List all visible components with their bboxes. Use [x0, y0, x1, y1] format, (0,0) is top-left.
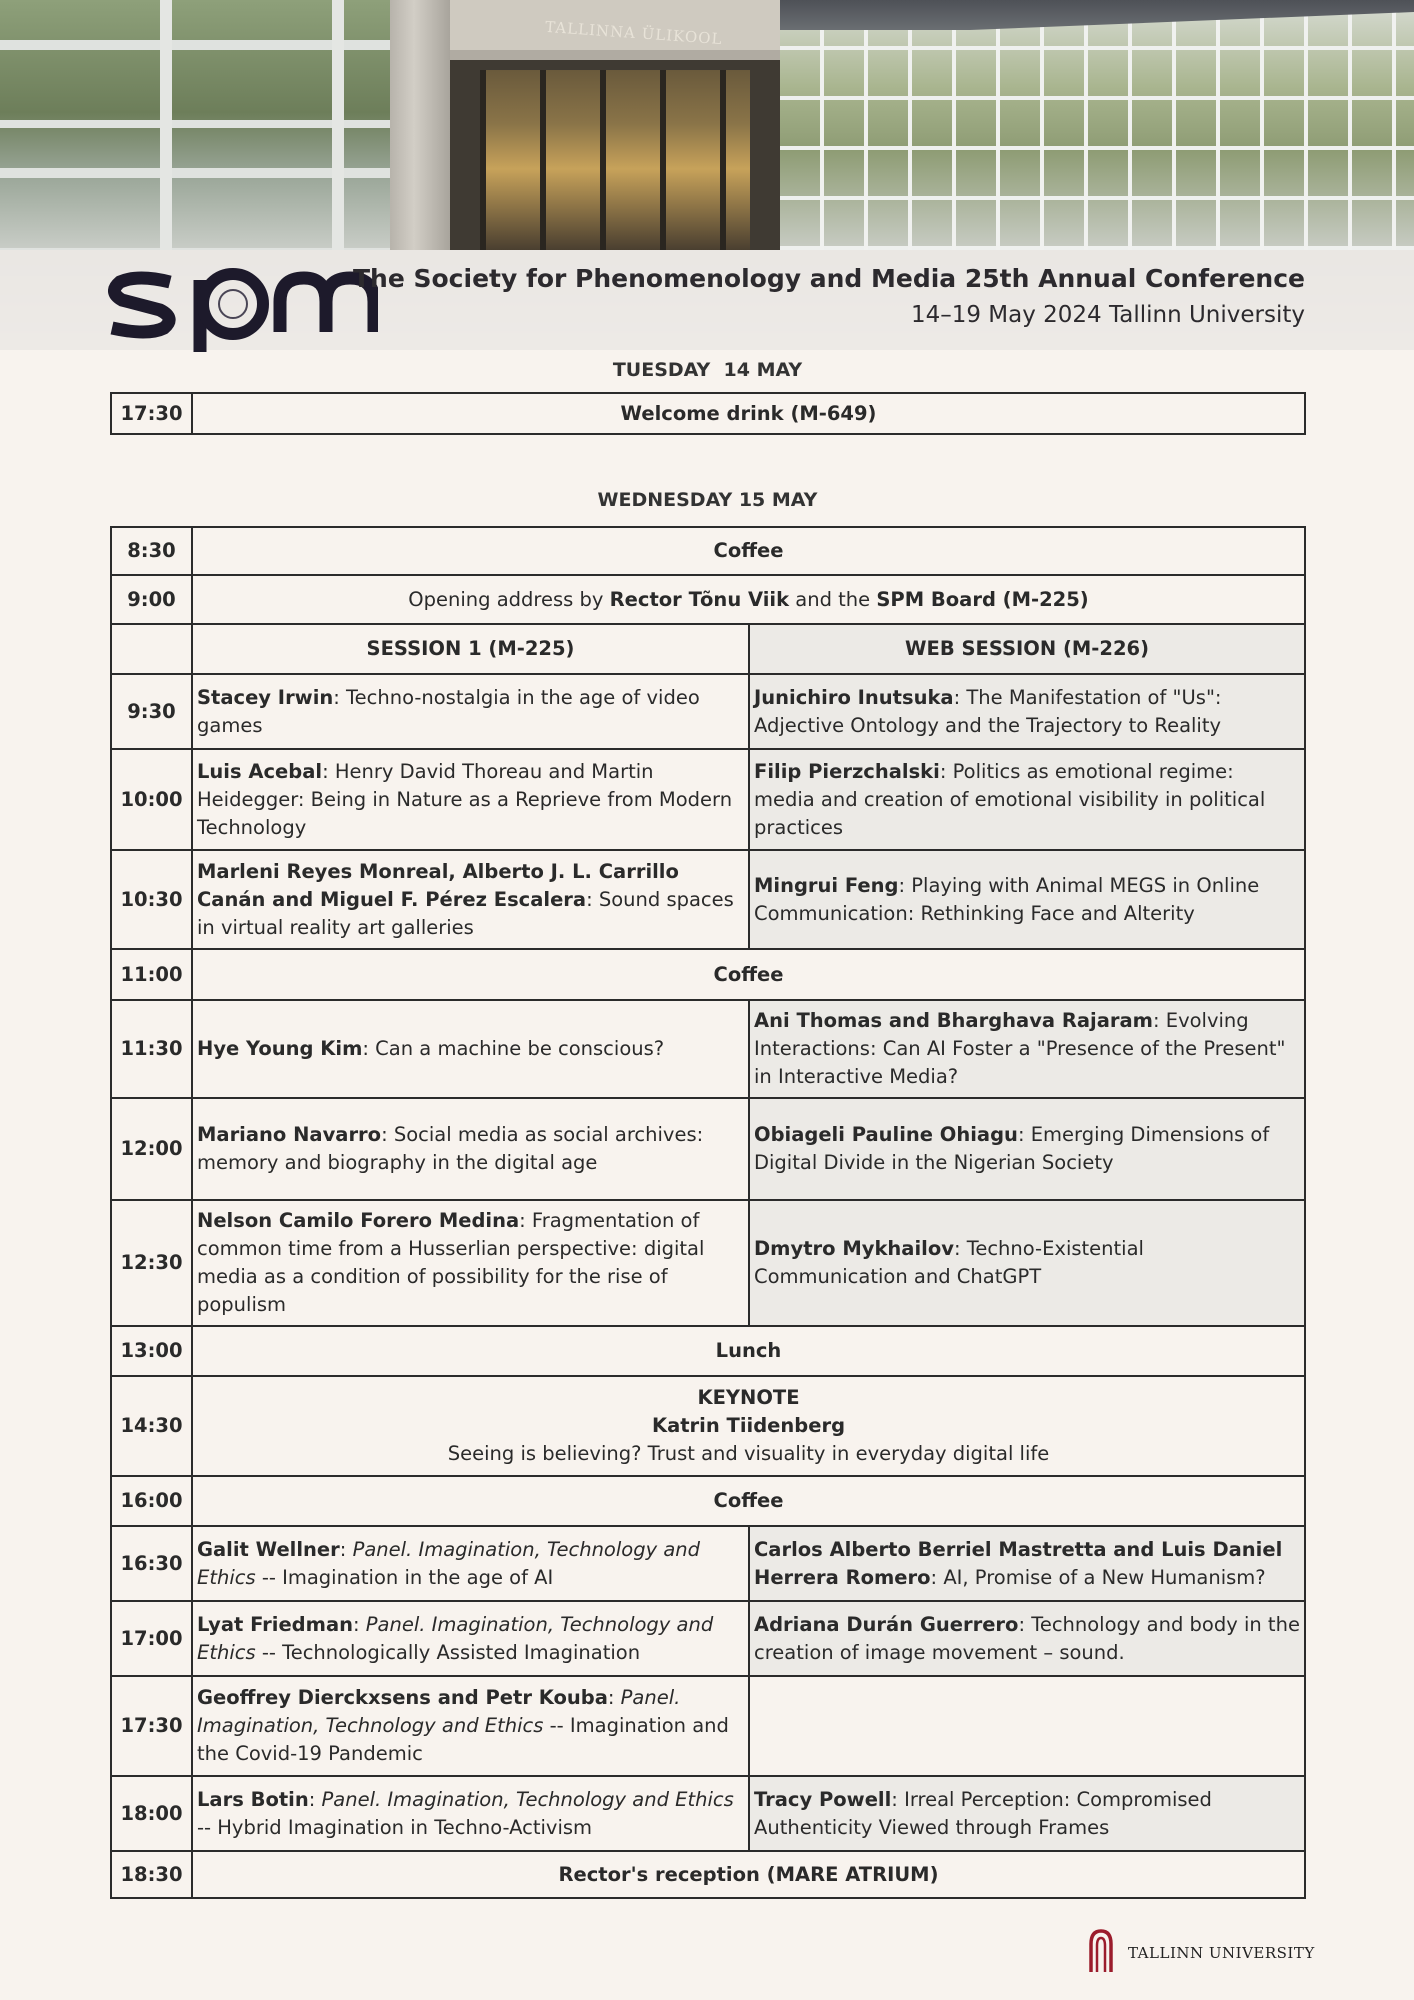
time-cell: 17:00: [111, 1601, 192, 1676]
time-cell: 11:00: [111, 949, 192, 1000]
time-cell: 13:00: [111, 1326, 192, 1376]
talk-title: : Technology and body in the creation of image movement – sound.: [754, 1612, 1300, 1664]
schedule-row: [111, 1476, 1305, 1526]
time-cell: 9:00: [111, 575, 192, 624]
keynote-speaker: Katrin Tiidenberg: [651, 1414, 846, 1437]
session1-talk: [192, 674, 749, 749]
talk-title: : Henry David Thoreau and Martin Heidegger: Being in Nature as a Reprieve from Modern Technology: [197, 759, 733, 839]
schedule-table-tuesday: [110, 392, 1306, 435]
speaker-name: Mingrui Feng: [754, 873, 899, 897]
photo-glass-facade-left: [0, 0, 390, 250]
speaker-name: Galit Wellner: [197, 1537, 340, 1561]
speaker-name: Geoffrey Dierckxsens and Petr Kouba: [197, 1686, 608, 1709]
time-cell: 12:30: [111, 1200, 192, 1326]
event-keynote: [192, 1376, 1305, 1476]
day-heading-tuesday: TUESDAY 14 MAY: [612, 359, 803, 381]
time-cell: 16:30: [111, 1526, 192, 1601]
photo-glass-facade-right: [780, 0, 1414, 250]
talk-title: : Can a machine be conscious?: [362, 1037, 665, 1060]
time-cell: 18:30: [111, 1851, 192, 1898]
session1-talk: [192, 850, 749, 949]
talk-row: [111, 1676, 1305, 1776]
keynote-title: Seeing is believing? Trust and visuality in everyday digital life: [447, 1442, 1050, 1465]
conference-dates-venue: 14–19 May 2024 Tallinn University: [910, 302, 1305, 328]
panel-label: Panel. Imagination, Technology and Ethics: [321, 1787, 734, 1811]
speaker-name: Lyat Friedman: [197, 1612, 353, 1636]
schedule-row: [111, 1851, 1305, 1898]
event-lunch: Lunch: [192, 1326, 1305, 1376]
speaker-name: Mariano Navarro: [197, 1123, 382, 1146]
event-welcome-drink: Welcome drink (M-649): [192, 393, 1305, 434]
talk-row: [111, 749, 1305, 850]
talk-row: [111, 1776, 1305, 1851]
photo-building-sign: TALLINNA ÜLIKOOL: [544, 17, 724, 49]
photo-entrance: [450, 0, 780, 250]
keynote-row: [111, 1376, 1305, 1476]
web-session-talk: [749, 1776, 1305, 1851]
opening-mid: and the: [789, 587, 877, 611]
web-session-talk: [749, 1601, 1305, 1676]
session1-talk: [192, 749, 749, 850]
schedule-table-wednesday: [110, 526, 1306, 1899]
web-session-talk: [749, 749, 1305, 850]
web-session-header: WEB SESSION (M-226): [749, 624, 1305, 674]
schedule-row: [111, 575, 1305, 624]
time-cell: 14:30: [111, 1376, 192, 1476]
talk-title: : Fragmentation of common time from a Husserlian perspective: digital media as a condition of possibility for the rise of populism: [197, 1209, 705, 1316]
speaker-name: Junichiro Inutsuka: [754, 685, 954, 709]
time-cell: 9:30: [111, 674, 192, 749]
panel-label: Panel. Imagination, Technology and Ethics: [197, 1686, 681, 1737]
speaker-name: Luis Acebal: [197, 759, 323, 783]
speaker-name: Tracy Powell: [754, 1787, 892, 1811]
web-session-talk: [749, 674, 1305, 749]
web-session-talk: [749, 850, 1305, 949]
talk-row: [111, 1000, 1305, 1098]
talk-title: -- Imagination in the age of AI: [255, 1565, 554, 1589]
talk-title: : Social media as social archives: memory and biography in the digital age: [197, 1123, 704, 1174]
talk-title: : Evolving Interactions: Can AI Foster a "Presence of the Present" in Interactive Media?: [754, 1009, 1286, 1088]
time-cell-empty: [111, 624, 192, 674]
panel-label: Panel. Imagination, Technology and Ethics: [197, 1537, 701, 1589]
talk-row: [111, 1200, 1305, 1326]
talk-title: : Irreal Perception: Compromised Authenticity Viewed through Frames: [754, 1787, 1212, 1839]
speaker-name: Carlos Alberto Berriel Mastretta and Luis Daniel Herrera Romero: [754, 1537, 1283, 1589]
event-coffee: Coffee: [192, 1476, 1305, 1526]
session1-talk: Lars Botin: Panel. Imagination, Technology and Ethics -- Hybrid Imagination in Techno-Activism: [192, 1776, 749, 1851]
web-session-talk: [749, 1000, 1305, 1098]
talk-title: : Sound spaces in virtual reality art galleries: [197, 887, 734, 939]
opening-prefix: Opening address by: [408, 587, 610, 611]
talk-row: [111, 1526, 1305, 1601]
keynote-label: KEYNOTE: [697, 1386, 800, 1409]
session1-talk: [192, 1098, 749, 1200]
time-cell: 8:30: [111, 527, 192, 575]
speaker-name: Filip Pierzchalski: [754, 759, 940, 783]
talk-title: -- Technologically Assisted Imagination: [255, 1640, 641, 1664]
session1-talk: Geoffrey Dierckxsens and Petr Kouba: Panel. Imagination, Technology and Ethics -- Imagination and the Covid-19 Pandemic: [192, 1676, 749, 1776]
speaker-name: Lars Botin: [197, 1787, 309, 1811]
time-cell: 18:00: [111, 1776, 192, 1851]
photo-concrete-pillar: [390, 0, 450, 250]
time-cell: 12:00: [111, 1098, 192, 1200]
speaker-name: Nelson Camilo Forero Medina: [197, 1209, 520, 1232]
schedule-row: [111, 393, 1305, 434]
talk-title: : Techno-Existential Communication and ChatGPT: [754, 1237, 1144, 1288]
time-cell: 11:30: [111, 1000, 192, 1098]
session1-talk: Lyat Friedman: Panel. Imagination, Technology and Ethics -- Technologically Assisted Imagination: [192, 1601, 749, 1676]
day-heading-wednesday: WEDNESDAY 15 MAY: [597, 489, 818, 511]
session1-talk: [192, 1000, 749, 1098]
talk-title: : Emerging Dimensions of Digital Divide in the Nigerian Society: [754, 1123, 1270, 1174]
event-opening-address: [192, 575, 1305, 624]
event-coffee: Coffee: [192, 949, 1305, 1000]
schedule-row: [111, 527, 1305, 575]
speaker-name: Adriana Durán Guerrero: [754, 1612, 1019, 1636]
session1-talk: [192, 1200, 749, 1326]
talk-title: : Playing with Animal MEGS in Online Communication: Rethinking Face and Alterity: [754, 873, 1260, 925]
session1-header: SESSION 1 (M-225): [192, 624, 749, 674]
web-session-talk: [749, 1098, 1305, 1200]
event-rectors-reception: Rector's reception (MARE ATRIUM): [192, 1851, 1305, 1898]
speaker-name: Stacey Irwin: [197, 685, 334, 709]
opening-board: SPM Board (M-225): [876, 587, 1089, 611]
session1-talk: Galit Wellner: Panel. Imagination, Technology and Ethics -- Imagination in the age of AI: [192, 1526, 749, 1601]
speaker-name: Dmytro Mykhailov: [754, 1237, 954, 1260]
time-cell: 17:30: [111, 1676, 192, 1776]
talk-title: : AI, Promise of a New Humanism?: [930, 1565, 1266, 1589]
talk-title: -- Imagination and the Covid-19 Pandemic: [197, 1714, 736, 1765]
time-cell: 10:30: [111, 850, 192, 949]
time-cell: 16:00: [111, 1476, 192, 1526]
talk-title: -- Hybrid Imagination in Techno-Activism: [197, 1787, 741, 1839]
tallinn-university-wordmark: TALLINN UNIVERSITY: [1128, 1944, 1315, 1962]
time-cell: 10:00: [111, 749, 192, 850]
talk-title: : The Manifestation of "Us": Adjective Ontology and the Trajectory to Reality: [754, 685, 1222, 737]
talk-row: [111, 674, 1305, 749]
opening-rector: Rector Tõnu Viik: [609, 587, 790, 611]
speaker-name: Obiageli Pauline Ohiagu: [754, 1123, 1018, 1146]
event-coffee: Coffee: [192, 527, 1305, 575]
tallinn-university-logo-icon: [1088, 1928, 1114, 1974]
conference-title: The Society for Phenomenology and Media 25th Annual Conference: [352, 264, 1305, 293]
speaker-name: Ani Thomas and Bharghava Rajaram: [754, 1009, 1153, 1032]
talk-title: : Techno-nostalgia in the age of video games: [197, 685, 700, 737]
talk-row: [111, 1098, 1305, 1200]
talk-title: : Politics as emotional regime: media and creation of emotional visibility in political practices: [754, 759, 1266, 839]
time-cell: 17:30: [111, 393, 192, 434]
talk-row: [111, 1601, 1305, 1676]
photo-entrance-doors: [480, 70, 750, 250]
speaker-name: Hye Young Kim: [197, 1037, 363, 1060]
speaker-name: Marleni Reyes Monreal, Alberto J. L. Carrillo Canán and Miguel F. Pérez Escalera: [197, 859, 679, 911]
web-session-talk: [749, 1526, 1305, 1601]
schedule-row: [111, 1326, 1305, 1376]
panel-label: Panel. Imagination, Technology and Ethics: [197, 1612, 714, 1664]
web-session-talk-empty: [749, 1676, 1305, 1776]
web-session-talk: [749, 1200, 1305, 1326]
schedule-row: [111, 949, 1305, 1000]
talk-row: [111, 850, 1305, 949]
spm-logo: [108, 262, 378, 352]
session-header-row: [111, 624, 1305, 674]
